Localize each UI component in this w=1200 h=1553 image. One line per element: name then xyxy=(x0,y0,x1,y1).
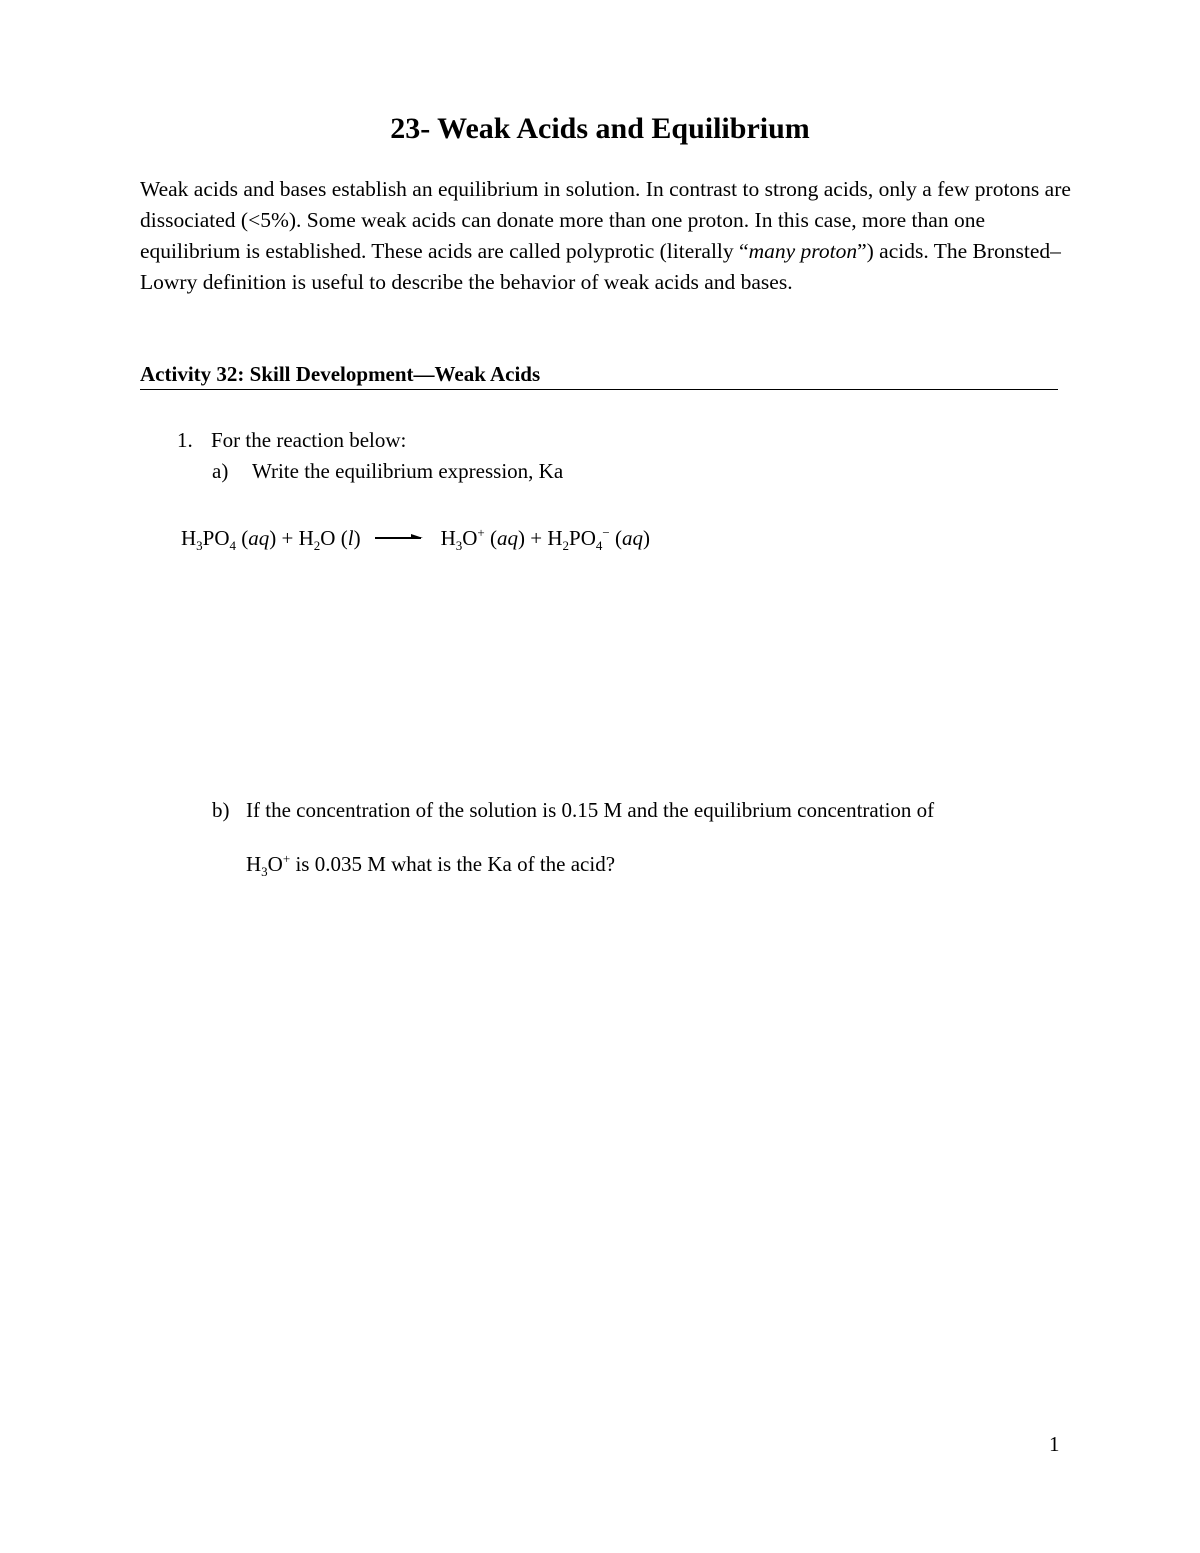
page-title: 23- Weak Acids and Equilibrium xyxy=(390,112,810,145)
part-b-line-2: $H_3O^+$ is 0.035 M what is the Ka of the acid? xyxy=(246,851,616,880)
question-1-text: For the reaction below: xyxy=(211,428,407,452)
chemical-equation: $H_3PO_4$ $(aq) + H_2O$ (l) $H_3O^+$ $(aq) + H_2PO_4^-$ (aq) xyxy=(181,525,650,554)
product-h2po4: $H_2PO_4^-$ xyxy=(547,525,610,554)
question-1-number: 1. xyxy=(177,428,193,452)
plus-sign: + xyxy=(281,526,294,550)
state-aq: aq xyxy=(621,526,643,550)
plus-sign: + xyxy=(530,526,543,550)
state-liquid: l xyxy=(347,526,354,550)
intro-text-start: Weak acids and bases establish an equilibrium in solution. In contrast to strong acids, only a few protons are dissociated (<5%). Some weak acids can donate more than one proton. In this case, more than one equilibrium is established. These acids are called polyprotic (literally “ xyxy=(140,177,1071,263)
reactant-h2o: $H_2O$ xyxy=(298,526,336,554)
part-b-label: b) xyxy=(212,798,230,822)
page-number: 1 xyxy=(1049,1432,1060,1456)
intro-text-end: ”) acids. The Bronsted–Lowry definition is useful to describe the behavior of weak acids and bases. xyxy=(140,239,1061,294)
activity-heading: Activity 32: Skill Development—Weak Acids xyxy=(140,362,1058,390)
product-h3o: $H_3O^+$ xyxy=(440,525,485,554)
species-h3o: $H_3O^+$ xyxy=(246,851,291,880)
intro-italic-phrase: many proton xyxy=(748,239,858,263)
reaction-arrow-icon xyxy=(375,532,423,544)
part-a-text: Write the equilibrium expression, Ka xyxy=(252,459,564,483)
reactant-h3po4: $H_3PO_4$ xyxy=(181,526,237,554)
state-aq: aq xyxy=(497,526,518,550)
part-a-label: a) xyxy=(212,459,229,483)
intro-paragraph xyxy=(140,174,1075,298)
state-aq: aq xyxy=(248,526,270,550)
part-b-line-1: If the concentration of the solution is 0.15 M and the equilibrium concentration of xyxy=(246,798,935,822)
